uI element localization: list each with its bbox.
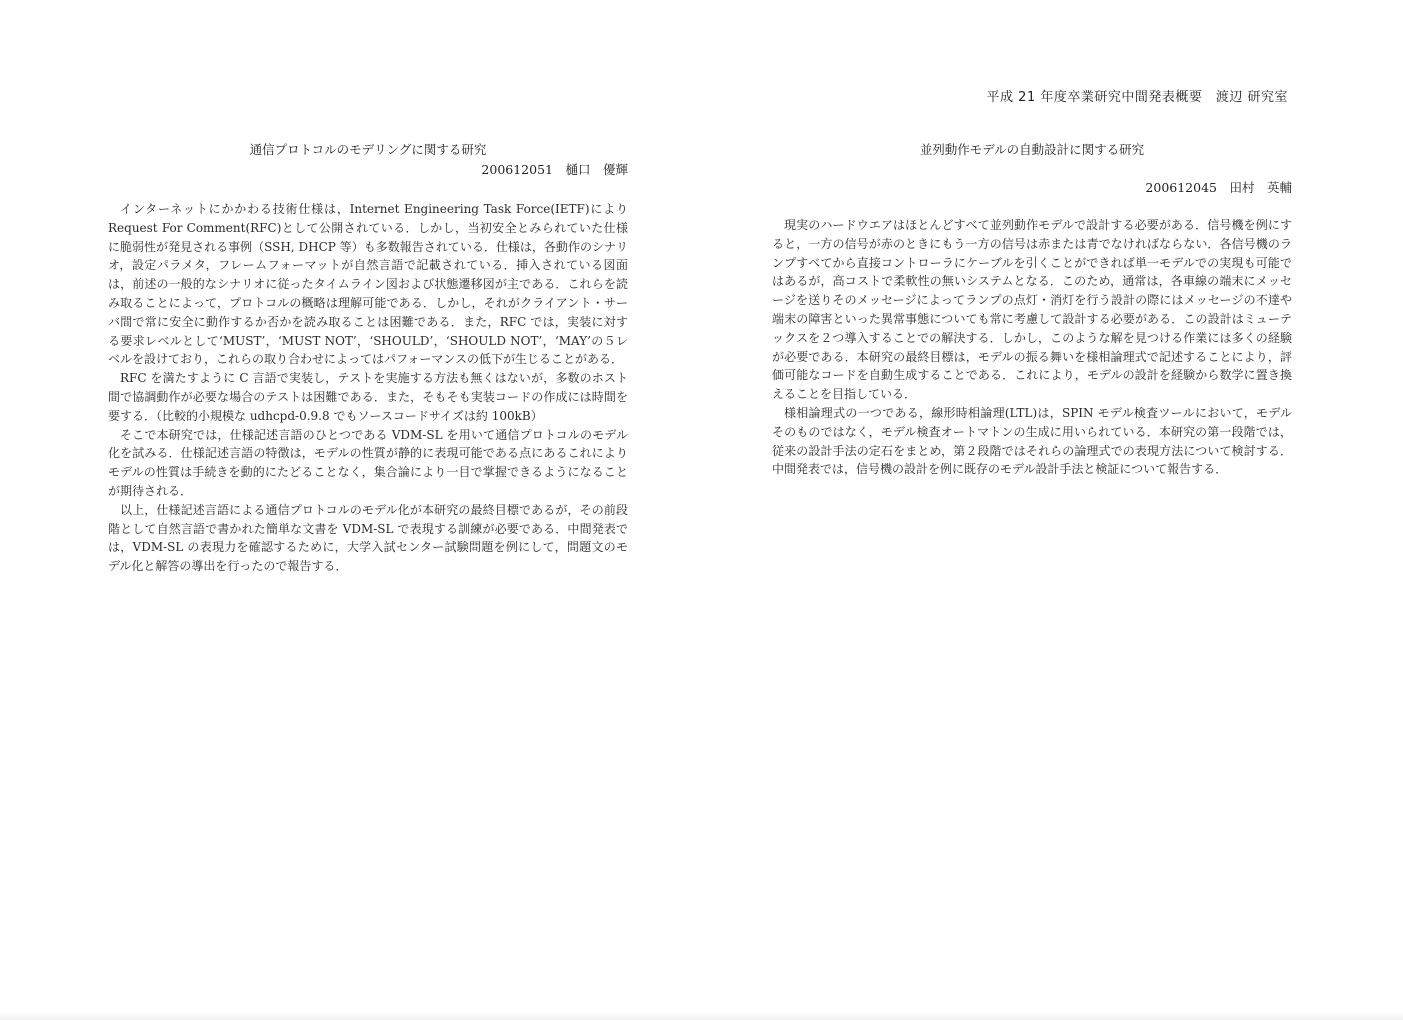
right-paper-body: [772, 216, 1292, 479]
left-paragraph: 以上，仕様記述言語による通信プロトコルのモデル化が本研究の最終目標であるが，その前段階として自然言語で書かれた簡単な文書を VDM-SL で表現する訓練が必要である．中間発表では，VDM-SL の表現力を確認するために，大学入試センター試験問題を例にして，問題文のモデル化と解答の導出を行ったので報告する．: [108, 502, 628, 574]
left-paragraph: RFC を満たすように C 言語で実装し，テストを実施する方法も無くはないが，多数のホスト間で協調動作が必要な場合のテストは困難である．また，そもそも実装コードの作成には時間を要する．（比較的小規模な udhcpd-0.9.8 でもソースコードサイズは約 100kB）: [108, 371, 628, 423]
right-paragraph: 様相論理式の一つである，線形時相論理(LTL)は，SPIN モデル検査ツールにおいて，モデルそのものではなく，モデル検査オートマトンの生成に用いられている．本研究の第一段階では，従来の設計手法の定石をまとめ，第２段階ではそれらの論理式での表現方法について検討する．中間発表では，信号機の設計を例に既存のモデル設計手法と検証について報告する．: [772, 405, 1292, 477]
right-paragraph: 現実のハードウエアはほとんどすべて並列動作モデルで設計する必要がある．信号機を例にすると，一方の信号が赤のときにもう一方の信号は赤または青でなければならない．各信号機のランプすべてから直接コントローラにケーブルを引くことができれば単一モデルでの実現も可能ではあるが，高コストで柔軟性の無いシステムとなる．このため，通常は，各車線の端末にメッセージを送りそのメッセージによってランプの点灯・消灯を行う設計の際にはメッセージの不達や端末の障害といった異常事態についても常に考慮して設計する必要がある．この設計はミューテックスを２つ導入することでの解決する．しかし，このような解を見つける作業には多くの経験が必要である．本研究の最終目標は，モデルの振る舞いを様相論理式で記述することにより，評価可能なコードを自動生成することである．これにより，モデルの設計を経験から数学に置き換えることを目指している．: [772, 218, 1292, 402]
left-paragraph: インターネットにかかわる技術仕様は，Internet Engineering Task Force(IETF)により Request For Comment(RFC)として公開されている．しかし，当初安全とみられていた仕様に脆弱性が発見される事例（SSH, DHCP 等）も多数報告されている．仕様は，各動作のシナリオ，設定パラメタ，フレームフォーマットが自然言語で記載されている．挿入されている図面は，前述の一般的なシナリオに従ったタイムライン図および状態遷移図が主である．これらを読み取ることによって，プロトコルの概略は理解可能である．しかし，それがクライアント・サーバ間で常に安全に動作するか否かを読み取ることは困難である．また，RFC では，実装に対する要求レベルとして‘MUST’，‘MUST NOT’，‘SHOULD’，‘SHOULD NOT’，‘MAY’の５レベルを設けており，これらの取り合わせによってはパフォーマンスの低下が生じることがある．: [108, 202, 628, 367]
lab-header: 平成 21 年度卒業研究中間発表概要 渡辺 研究室: [986, 90, 1288, 105]
left-paragraph: そこで本研究では，仕様記述言語のひとつである VDM-SL を用いて通信プロトコルのモデル化を試みる．仕様記述言語の特徴は，モデルの性質が静的に表現可能である点にあるこれによりモデルの性質は手続きを動的にたどることなく，集合論により一目で掌握できるようになることが期待される．: [108, 427, 628, 498]
right-paper-author: 200612045 田村 英輔: [1145, 180, 1292, 195]
right-paper: [772, 140, 1292, 479]
left-paper-body: [108, 200, 628, 576]
left-paper-author: 200612051 樋口 優輝: [481, 162, 628, 177]
right-paper-title: 並列動作モデルの自動設計に関する研究: [919, 142, 1145, 157]
left-paper-title: 通信プロトコルのモデリングに関する研究: [249, 142, 487, 157]
left-paper: [108, 140, 628, 576]
scan-edge-shade: [0, 1012, 1403, 1020]
